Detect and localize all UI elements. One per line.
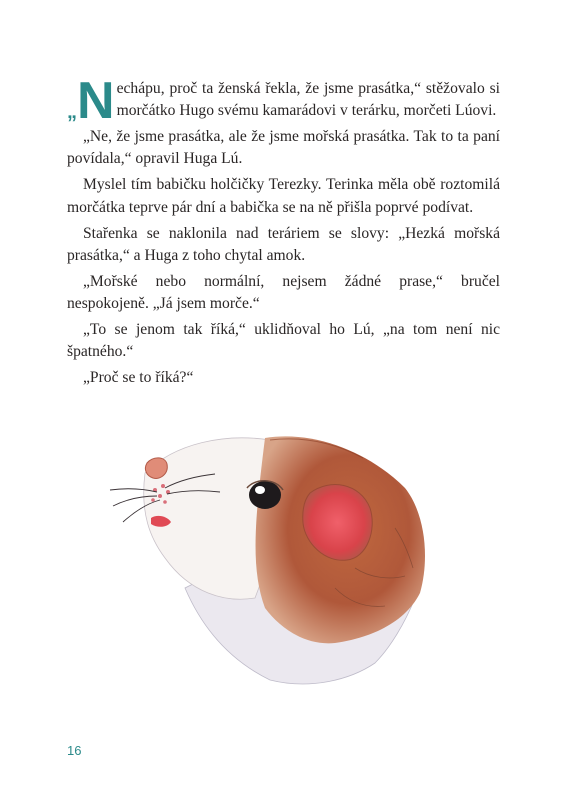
drop-cap-letter: N bbox=[77, 72, 115, 130]
nose bbox=[145, 458, 167, 479]
paragraph-5: „Mořské nebo normální, nejsem žádné prase,“ bručel nespokojeně. „Já jsem morče.“ bbox=[67, 272, 500, 313]
paragraph-1-text: echápu, proč ta ženská řekla, že jsme prasátka,“ stěžovalo si morčátko Hugo svému kamarádovi v terárku, morčeti Lúovi. bbox=[116, 80, 500, 120]
drop-cap-quote: „ bbox=[67, 101, 77, 123]
page-number: 16 bbox=[67, 743, 82, 758]
paragraph-2: „Ne, že jsme prasátka, ale že jsme mořská prasátka. Tak to ta paní povídala,“ opravil Huga Lú. bbox=[67, 128, 500, 168]
eye bbox=[249, 481, 281, 509]
paragraph-7: „Proč se to říká?“ bbox=[83, 369, 194, 387]
paragraph-1 bbox=[67, 72, 500, 130]
paragraph-6: „To se jenom tak říká,“ uklidňoval ho Lú, „na tom není nic špatného.“ bbox=[67, 320, 500, 361]
guinea-pig-illustration bbox=[105, 418, 440, 688]
paragraph-4: Stařenka se naklonila nad teráriem se slovy: „Hezká mořská prasátka,“ a Huga z toho chytal amok. bbox=[67, 224, 500, 264]
drop-cap bbox=[67, 72, 115, 130]
paragraph-3: Myslel tím babičku holčičky Terezky. Terinka měla obě roztomilá morčátka teprve pár dní a babička se na ně přišla poprvé podívat. bbox=[67, 176, 500, 216]
story-text bbox=[67, 72, 500, 393]
